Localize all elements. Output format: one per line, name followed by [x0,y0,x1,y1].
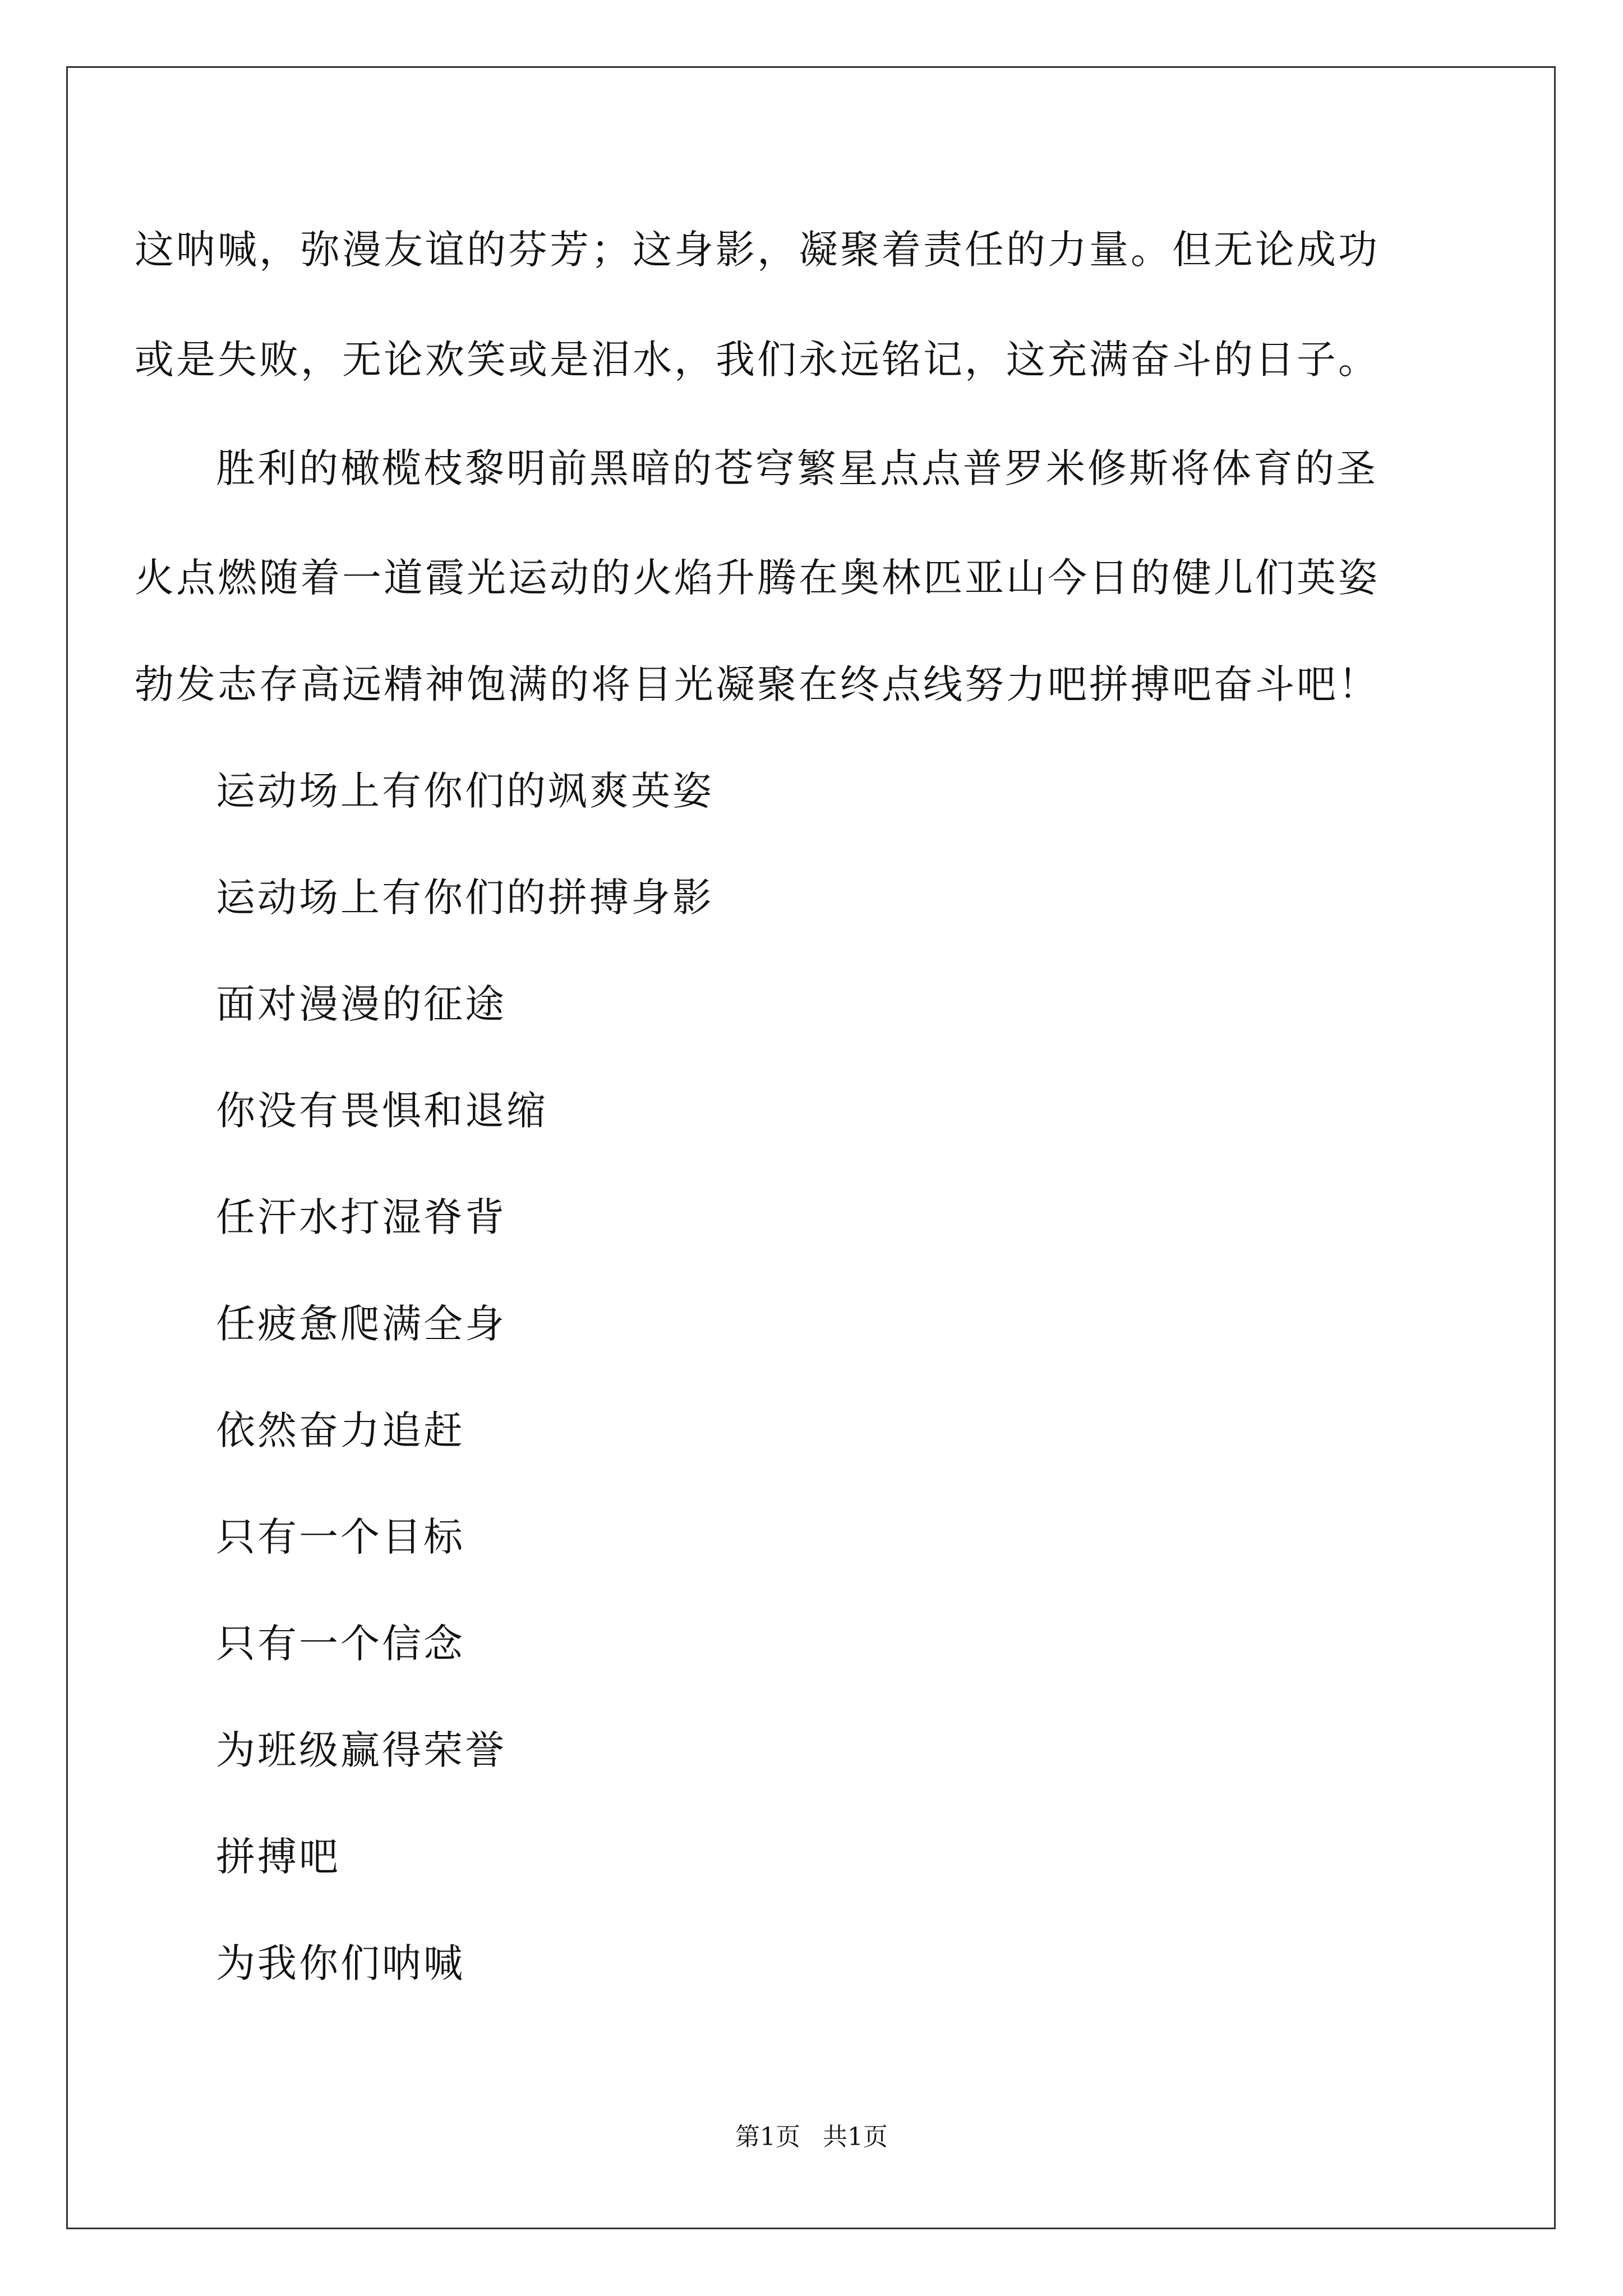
paragraph-2-line-3: 勃发志存高远精神饱满的将目光凝聚在终点线努力吧拼搏吧奋斗吧！ [135,661,1380,707]
poem-line-12: 为我你们呐喊 [216,1940,465,1986]
poem-line-4: 你没有畏惧和退缩 [216,1088,548,1134]
paragraph-1-line-2: 或是失败，无论欢笑或是泪水，我们永远铭记，这充满奋斗的日子。 [135,337,1380,383]
page-footer [0,2120,1623,2154]
poem-line-9: 只有一个信念 [216,1621,465,1667]
poem-line-7: 依然奋力追赶 [216,1407,465,1453]
paragraph-2-line-2: 火点燃随着一道霞光运动的火焰升腾在奥林匹亚山今日的健儿们英姿 [135,555,1380,601]
poem-line-2: 运动场上有你们的拼搏身影 [216,875,714,921]
poem-line-11: 拼搏吧 [216,1834,340,1880]
poem-line-5: 任汗水打湿脊背 [216,1194,506,1240]
paragraph-1-line-1: 这呐喊，弥漫友谊的芬芳；这身影，凝聚着责任的力量。但无论成功 [135,227,1380,273]
poem-line-3: 面对漫漫的征途 [216,981,506,1027]
poem-line-8: 只有一个目标 [216,1514,465,1560]
page-border [66,66,1556,2229]
poem-line-6: 任疲惫爬满全身 [216,1301,506,1347]
page-number: 第1页 [735,2123,800,2151]
poem-line-1: 运动场上有你们的飒爽英姿 [216,768,714,814]
page-total: 共1页 [823,2123,888,2151]
paragraph-2-line-1: 胜利的橄榄枝黎明前黑暗的苍穹繁星点点普罗米修斯将体育的圣 [216,445,1378,491]
poem-line-10: 为班级赢得荣誉 [216,1727,506,1773]
